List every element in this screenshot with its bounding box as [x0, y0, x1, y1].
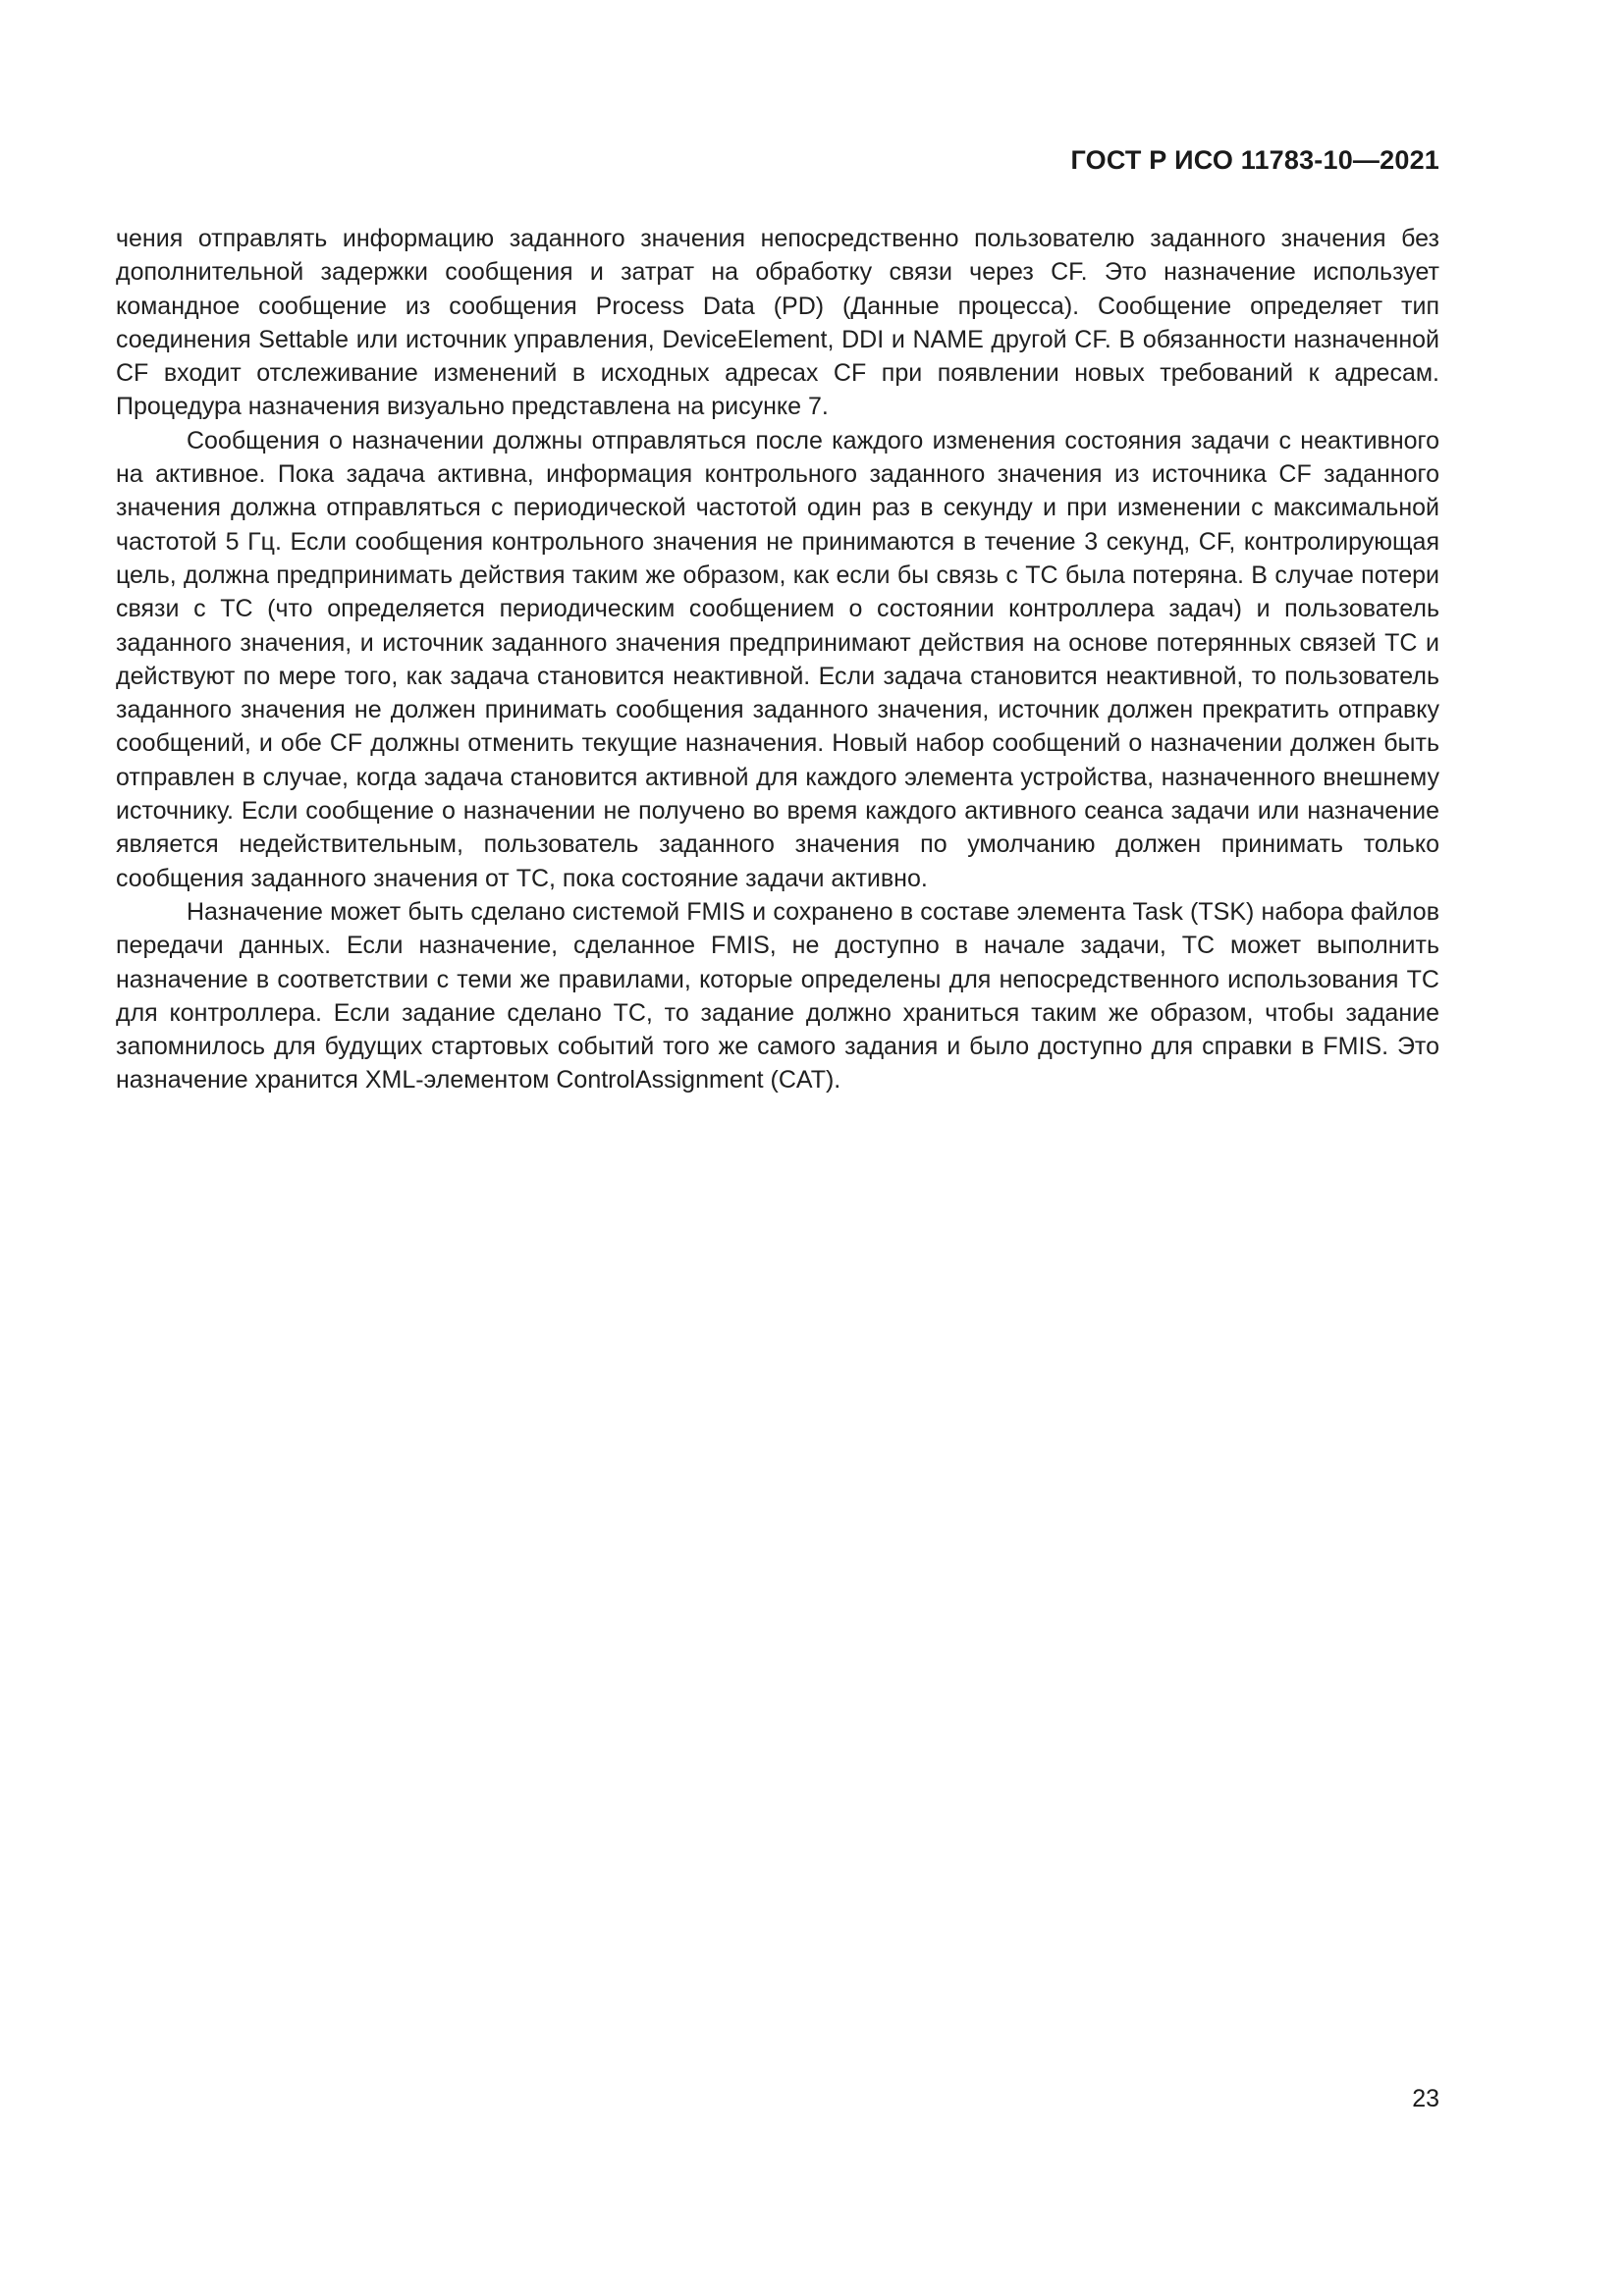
body-text	[116, 222, 1439, 1097]
page-number: 23	[1412, 2085, 1439, 2112]
paragraph-assignment-messages: Сообщения о назначении должны отправляться после каждого изменения состояния задачи с неактивного на активное. Пока задача активна, информация контрольного заданного значения из источника CF заданного значения должна отправляться с периодической частотой один раз в секунду и при изменении с максимальной частотой 5 Гц. Если сообщения контрольного значения не принимаются в течение 3 секунд, CF, контролирующая цель, должна предпринимать действия таким же образом, как если бы связь с TC была потеряна. В случае потери связи с TC (что определяется периодическим сообщением о состоянии контроллера задач) и пользователь заданного значения, и источник заданного значения предпринимают действия на основе потерянных связей TC и действуют по мере того, как задача становится неактивной. Если задача становится неактивной, то пользователь заданного значения не должен принимать сообщения заданного значения, источник должен прекратить отправку сообщений, и обе CF должны отменить текущие назначения. Новый набор сообщений о назначении должен быть отправлен в случае, когда задача становится активной для каждого элемента устройства, назначенного внешнему источнику. Если сообщение о назначении не получено во время каждого активного сеанса задачи или назначение является недействительным, пользователь заданного значения по умолчанию должен принимать только сообщения заданного значения от TC, пока состояние задачи активно.	[116, 426, 1439, 892]
paragraph-fmis-assignment: Назначение может быть сделано системой FMIS и сохранено в составе элемента Task (TSK) набора файлов передачи данных. Если назначение, сделанное FMIS, не доступно в начале задачи, TC может выполнить назначение в соответствии с теми же правилами, которые определены для непосредственного использования TC для контроллера. Если задание сделано TC, то задание должно храниться таким же образом, чтобы задание запомнилось для будущих стартовых событий того же самого задания и было доступно для справки в FMIS. Это назначение хранится XML-элементом ControlAssignment (CAT).	[116, 897, 1439, 1095]
paragraph-continuation: чения отправлять информацию заданного значения непосредственно пользователю заданного значения без дополнительной задержки сообщения и затрат на обработку связи через CF. Это назначение использует командное сообщение из сообщения Process Data (PD) (Данные процесса). Сообщение определяет тип соединения Settable или источник управления, DeviceElement, DDI и NAME другой CF. В обязанности назначенной CF входит отслеживание изменений в исходных адресах CF при появлении новых требований к адресам. Процедура назначения визуально представлена на рисунке 7.	[116, 225, 1439, 421]
document-header-code: ГОСТ Р ИСО 11783-10—2021	[1070, 145, 1439, 175]
